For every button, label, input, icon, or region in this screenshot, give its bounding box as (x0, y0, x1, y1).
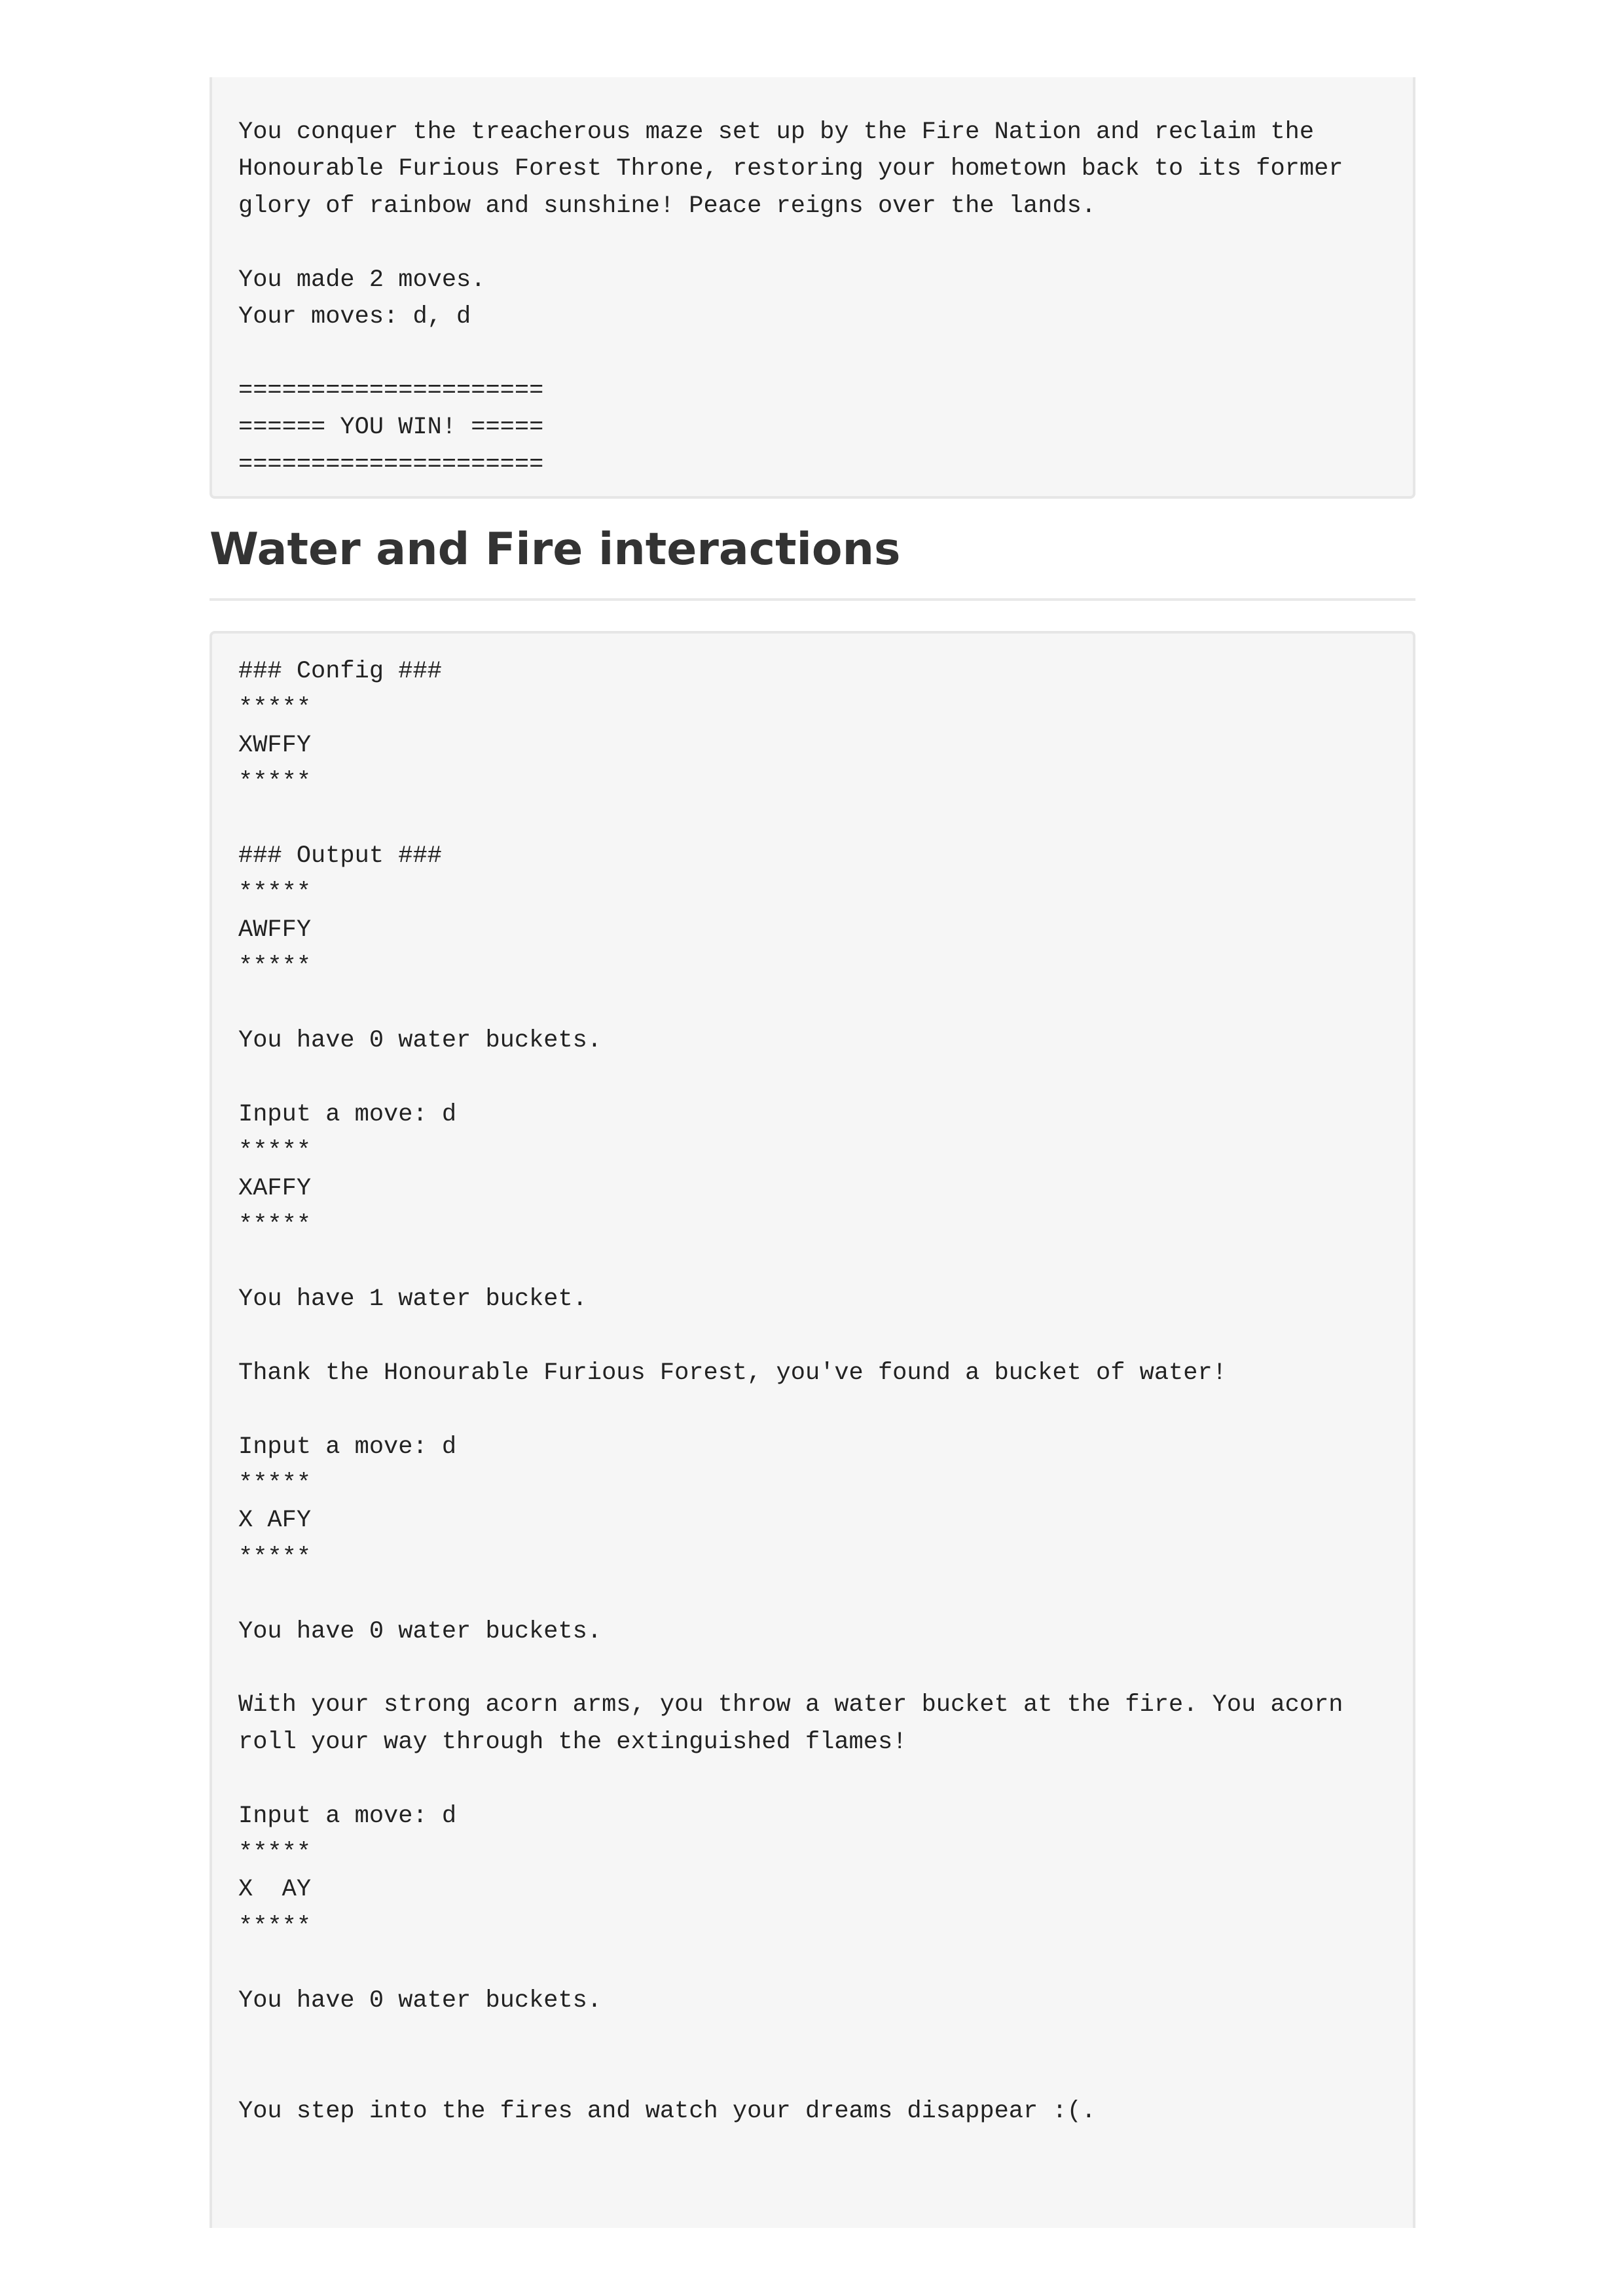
example-output-line: ### Config ### (238, 658, 442, 685)
example-output-line: XWFFY (238, 731, 312, 759)
example-output-line: ### Output ### (238, 842, 442, 870)
code-text-win-output (238, 114, 1387, 483)
example-output-line: AWFFY (238, 916, 312, 944)
example-output-line: ***** (238, 879, 312, 907)
example-output-line: Input a move: d (238, 1802, 457, 1830)
example-output-line: roll your way through the extinguished flames! (238, 1728, 907, 1756)
win-output-line: Honourable Furious Forest Throne, restoring your hometown back to its former (238, 155, 1343, 183)
example-output-line: ***** (238, 1469, 312, 1498)
example-output-line: You have 0 water buckets. (238, 1617, 602, 1645)
example-output-line: XAFFY (238, 1174, 312, 1202)
example-output-line: ***** (238, 768, 312, 797)
example-output-line: ***** (238, 953, 312, 981)
win-output-line: You made 2 moves. (238, 266, 486, 294)
example-output-line: ***** (238, 1543, 312, 1571)
win-output-line: ===================== (238, 376, 544, 404)
example-output-line: X AY (238, 1876, 312, 1904)
section-heading: Water and Fire interactions (210, 517, 1415, 601)
example-output-line: X AFY (238, 1507, 312, 1535)
example-output-line: You step into the fires and watch your dreams disappear :(. (238, 2097, 1097, 2125)
win-output-line: You conquer the treacherous maze set up by the Fire Nation and reclaim the (238, 118, 1315, 146)
example-output-line: ***** (238, 1138, 312, 1166)
win-output-line: ===================== (238, 450, 544, 478)
win-output-line: Your moves: d, d (238, 303, 471, 331)
example-output-line: Input a move: d (238, 1100, 457, 1128)
example-output-line: You have 1 water bucket. (238, 1285, 587, 1313)
example-output-line: ***** (238, 1839, 312, 1867)
example-output-line: ***** (238, 694, 312, 723)
example-output-line: Thank the Honourable Furious Forest, you've found a bucket of water! (238, 1359, 1227, 1387)
code-text-water-fire-example (238, 653, 1387, 2130)
code-block-win-output (210, 77, 1415, 499)
win-output-line: ====== YOU WIN! ===== (238, 414, 544, 442)
example-output-line: You have 0 water buckets. (238, 1986, 602, 2015)
example-output-line: You have 0 water buckets. (238, 1027, 602, 1055)
code-block-water-fire-example (210, 631, 1415, 2228)
example-output-line: With your strong acorn arms, you throw a water bucket at the fire. You acorn (238, 1691, 1343, 1719)
example-output-line: Input a move: d (238, 1433, 457, 1461)
win-output-line: glory of rainbow and sunshine! Peace reigns over the lands. (238, 192, 1097, 220)
example-output-line: ***** (238, 1211, 312, 1240)
example-output-line: ***** (238, 1912, 312, 1941)
